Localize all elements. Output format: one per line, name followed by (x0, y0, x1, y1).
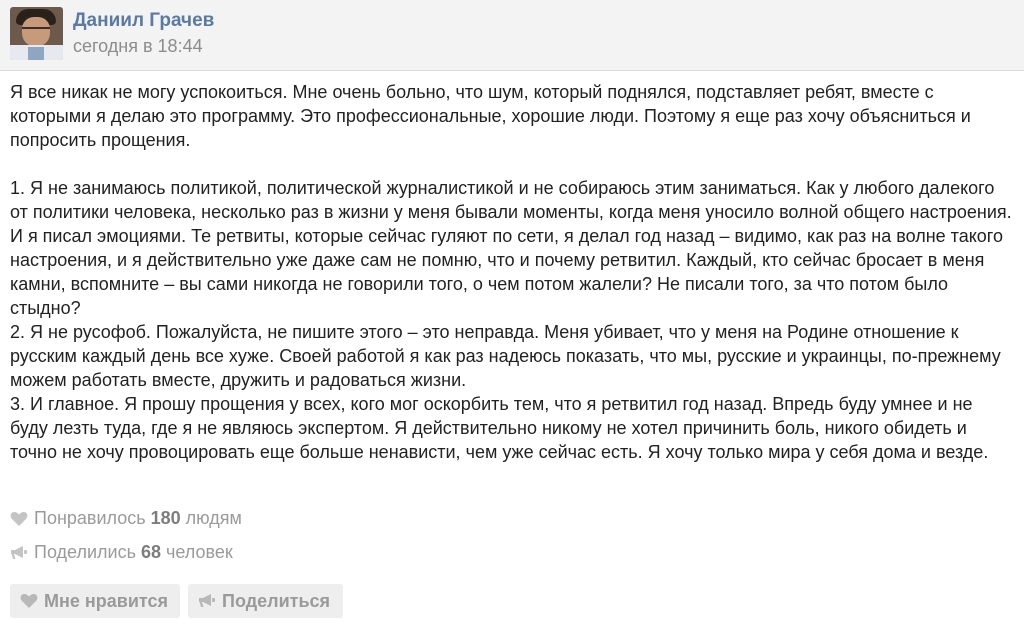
shares-stat[interactable] (10, 542, 233, 563)
paragraph-gap (10, 152, 1014, 176)
heart-icon (10, 511, 28, 527)
likes-stat[interactable] (10, 508, 242, 529)
post-time[interactable]: сегодня в 18:44 (73, 36, 203, 56)
post-paragraph-3: 2. Я не русофоб. Пожалуйста, не пишите этого – это неправда. Меня убивает, что у меня на Родине отношение к русским каждый день все хуже. Своей работой я как раз надеюсь показать, что мы, русские и украинцы, по-прежнему можем работать вместе, дружить и радоваться жизни. (10, 322, 1001, 390)
share-button-label: Поделиться (222, 590, 331, 611)
likes-suffix: людям (185, 508, 242, 528)
shares-prefix: Поделились (34, 542, 136, 562)
avatar-shirt-detail (28, 47, 44, 60)
like-button[interactable] (10, 584, 180, 618)
megaphone-icon (198, 593, 216, 609)
avatar-glasses (22, 27, 50, 35)
megaphone-icon (10, 545, 28, 561)
likes-count: 180 (150, 508, 181, 528)
author-name[interactable]: Даниил Грачев (73, 10, 215, 31)
post-paragraph-4: 3. И главное. Я прошу прощения у всех, кого мог оскорбить тем, что я ретвитил год назад. Впредь буду умнее и не буду лезть туда, где я не являюсь экспертом. Я действительно никому не хотел причинить боль, никого обидеть и точно не хочу провоцировать еще больше ненависти, чем уже сейчас есть. Я хочу только мира у себя дома и везде. (10, 394, 989, 462)
post-text (10, 80, 1014, 464)
heart-icon (20, 593, 38, 609)
share-button[interactable] (188, 584, 343, 618)
post-paragraph-1: Я все никак не могу успокоиться. Мне очень больно, что шум, который поднялся, подставляет ребят, вместе с которыми я делаю это программу. Это профессиональные, хорошие люди. Поэтому я еще раз хочу объясниться и попросить прощения. (10, 82, 971, 150)
avatar[interactable] (10, 7, 63, 60)
post-header (0, 0, 1024, 71)
shares-count: 68 (140, 542, 161, 562)
like-button-label: Мне нравится (44, 590, 168, 611)
likes-prefix: Понравилось (34, 508, 146, 528)
shares-suffix: человек (166, 542, 233, 562)
post-paragraph-2: 1. Я не занимаюсь политикой, политической журналистикой и не собираюсь этим заниматься. Как у любого далекого от политики человека, несколько раз в жизни у меня бывали моменты, когда меня уносило волной общего настроения. И я писал эмоциями. Те ретвиты, которые сейчас гуляют по сети, я делал год назад – видимо, как раз на волне такого настроения, и я действительно уже даже сам не помню, что и почему ретвитил. Каждый, кто сейчас бросает в меня камни, вспомните – вы сами никогда не говорили того, о чем потом жалели? Не писали того, за что потом было стыдно? (10, 178, 1012, 318)
